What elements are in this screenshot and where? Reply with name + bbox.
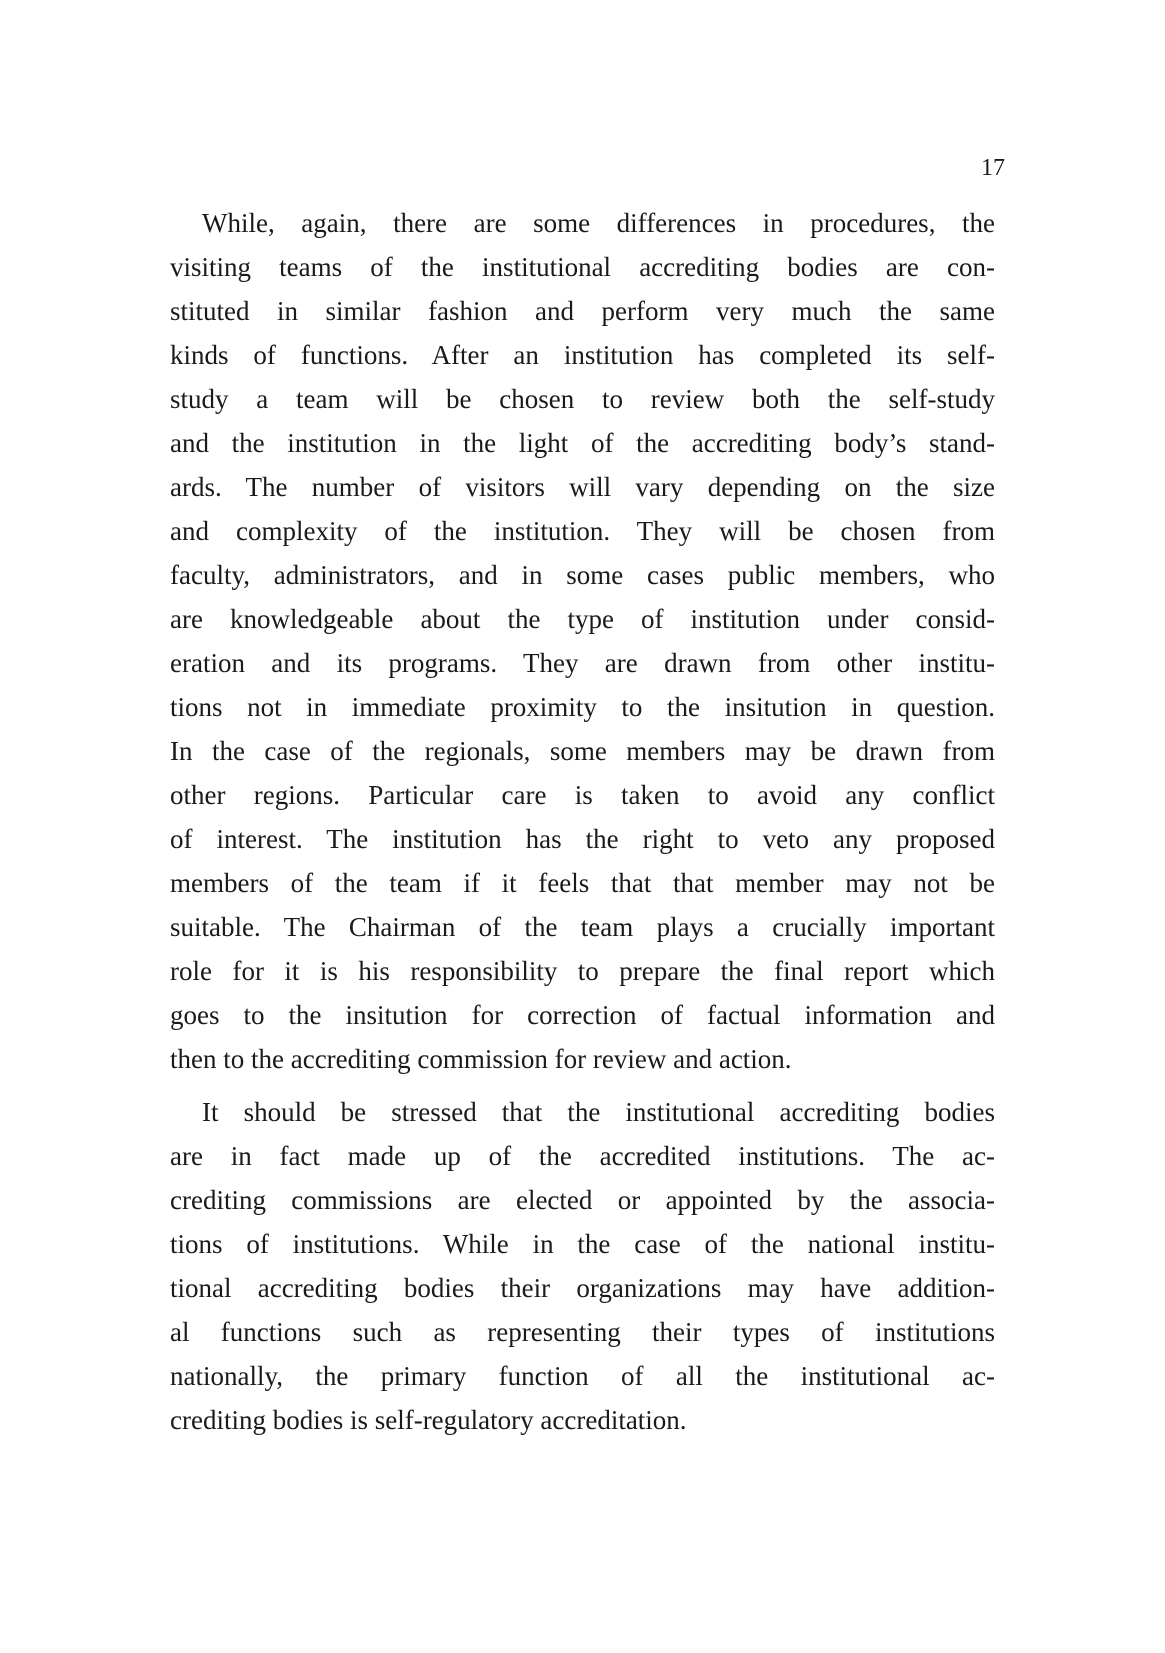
text-line: tional accrediting bodies their organizations may have addition- xyxy=(170,1273,995,1303)
text-line: are in fact made up of the accredited institutions. The ac- xyxy=(170,1141,995,1171)
text-line: crediting bodies is self-regulatory accreditation. xyxy=(170,1405,687,1435)
body-text xyxy=(170,201,995,1442)
text-line: role for it is his responsibility to prepare the final report which xyxy=(170,956,995,986)
text-line: ards. The number of visitors will vary depending on the size xyxy=(170,472,995,502)
text-line: goes to the insitution for correction of factual information and xyxy=(170,1000,995,1030)
text-line: stituted in similar fashion and perform very much the same xyxy=(170,296,995,326)
text-line: other regions. Particular care is taken to avoid any conflict xyxy=(170,780,995,810)
text-line: and the institution in the light of the accrediting body’s stand- xyxy=(170,428,995,458)
text-line: nationally, the primary function of all the institutional ac- xyxy=(170,1361,995,1391)
text-line: It should be stressed that the institutional accrediting bodies xyxy=(202,1097,995,1127)
text-line: study a team will be chosen to review both the self-study xyxy=(170,384,995,414)
text-line: crediting commissions are elected or appointed by the associa- xyxy=(170,1185,995,1215)
paragraph-1 xyxy=(170,201,995,1081)
text-line: of interest. The institution has the right to veto any proposed xyxy=(170,824,995,854)
text-line: faculty, administrators, and in some cases public members, who xyxy=(170,560,995,590)
text-line: visiting teams of the institutional accrediting bodies are con- xyxy=(170,252,995,282)
text-line: kinds of functions. After an institution has completed its self- xyxy=(170,340,995,370)
text-line: eration and its programs. They are drawn from other institu- xyxy=(170,648,995,678)
text-line: tions of institutions. While in the case of the national institu- xyxy=(170,1229,995,1259)
text-line: and complexity of the institution. They will be chosen from xyxy=(170,516,995,546)
text-line: members of the team if it feels that that member may not be xyxy=(170,868,995,898)
paragraph-2 xyxy=(170,1090,995,1442)
text-line: al functions such as representing their types of institutions xyxy=(170,1317,995,1347)
text-line: then to the accrediting commission for review and action. xyxy=(170,1044,792,1074)
text-line: In the case of the regionals, some members may be drawn from xyxy=(170,736,995,766)
text-line: tions not in immediate proximity to the insitution in question. xyxy=(170,692,995,722)
page-number: 17 xyxy=(981,155,1005,181)
paragraph-spacer xyxy=(170,1081,995,1090)
text-line: are knowledgeable about the type of institution under consid- xyxy=(170,604,995,634)
text-line: suitable. The Chairman of the team plays a crucially important xyxy=(170,912,995,942)
text-line: While, again, there are some differences in procedures, the xyxy=(202,208,995,238)
